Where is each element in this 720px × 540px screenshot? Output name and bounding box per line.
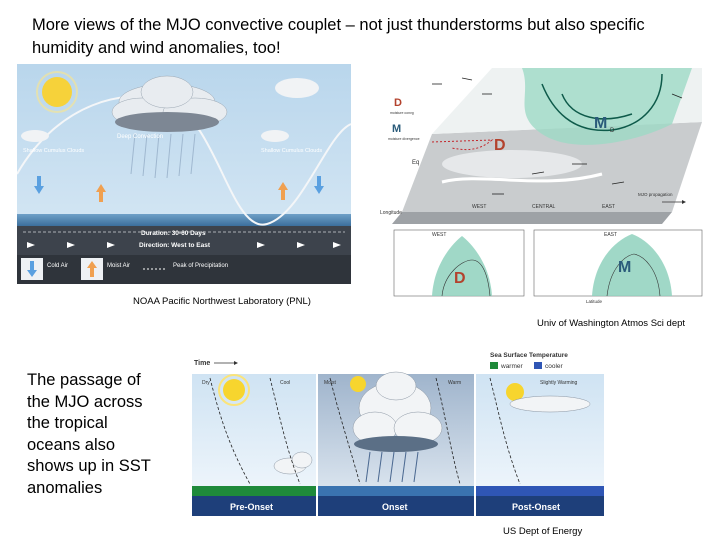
section-east-label: EAST [604, 232, 618, 238]
key-m-symbol: M [392, 123, 402, 135]
key-d-symbol: D [394, 97, 402, 109]
d-small-label: D [610, 128, 615, 134]
warmer-swatch [490, 362, 498, 369]
legend-peak-label: Peak of Precipitation [173, 263, 229, 269]
cooler-label: cooler [545, 363, 563, 370]
key-m-text: moisture divergence [388, 137, 420, 141]
uw-caption: Univ of Washington Atmos Sci dept [537, 318, 686, 329]
m-upper-label: M [594, 115, 608, 132]
time-label: Time [194, 360, 211, 367]
post-onset-label: Post-Onset [512, 502, 561, 512]
cooler-swatch [534, 362, 542, 369]
shallow-cumulus-left-label: Shallow Cumulus Clouds [23, 148, 85, 154]
doe-caption: US Dept of Energy [503, 526, 583, 537]
legend-moist-label: Moist Air [107, 263, 131, 269]
duration-label: Duration: 30-60 Days [141, 230, 206, 237]
d-upper-label: D [494, 137, 506, 154]
cool-label: Cool [280, 380, 291, 386]
slightly-warming-label: Slightly Warming [540, 380, 578, 386]
warmer-label: warmer [501, 363, 523, 370]
longitude-label: Longitude [380, 210, 402, 216]
mjo-sst-figure [190, 348, 606, 518]
eq-label: Eq [412, 160, 420, 166]
sst-body-text: The passage of the MJO across the tropical oceans also shows up in SST anomalies [27, 371, 151, 497]
noaa-caption: NOAA Pacific Northwest Laboratory (PNL) [133, 296, 311, 307]
mjo-propagation-label: MJO propagation [638, 192, 673, 197]
east-label: EAST [602, 204, 616, 210]
west-label: WEST [472, 204, 487, 210]
legend-cold-label: Cold Air [47, 263, 69, 269]
mjo-schematic-figure [17, 64, 351, 284]
sst-title-label: Sea Surface Temperature [490, 352, 568, 359]
m-lower-label: M [618, 259, 632, 276]
dry-label: Dry [202, 380, 210, 386]
direction-label: Direction: West to East [139, 242, 211, 249]
latitude-label: Latitude [586, 299, 603, 304]
shallow-cumulus-right-label: Shallow Cumulus Clouds [261, 148, 323, 154]
warm-label: Warm [448, 380, 462, 386]
section-west-label: WEST [432, 232, 447, 238]
slide-title: More views of the MJO convective couplet – not just thunderstorms but also specific humidity and wind anomalies, too! [32, 16, 645, 57]
moist-label: Moist [324, 380, 336, 386]
d-lower-label: D [454, 270, 466, 287]
pre-onset-label: Pre-Onset [230, 502, 274, 512]
central-label: CENTRAL [532, 204, 556, 210]
key-d-text: moisture convg [390, 111, 414, 115]
mjo-3d-moisture-figure [372, 64, 710, 304]
deep-convection-label: Deep Convection [117, 134, 164, 140]
onset-label: Onset [382, 502, 408, 512]
